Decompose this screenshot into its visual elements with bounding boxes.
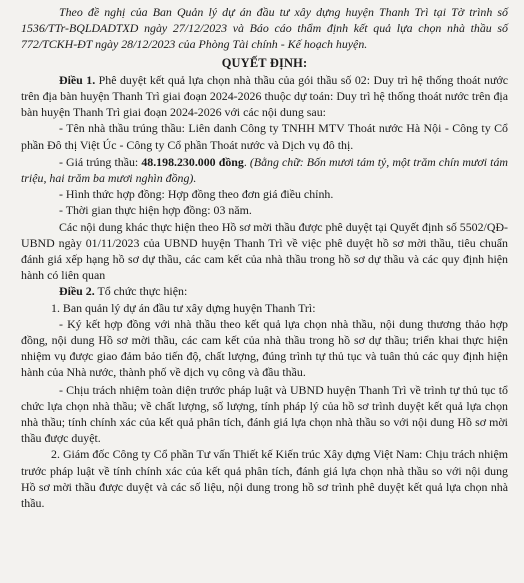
price-value: 48.198.230.000 đồng <box>141 154 244 169</box>
price-line <box>21 154 508 186</box>
intro-paragraph: Theo đề nghị của Ban Quản lý dự án đầu tư xây dựng huyện Thanh Trì tại Tờ trình số 1536/TTr-BQLDADTXD ngày 27/12/2023 và Báo cáo thẩm định kết quả lựa chọn nhà thầu số 772/TCKH-ĐT ngày 28/12/2023 của Phòng Tài chính - Kế hoạch huyện. <box>21 5 508 52</box>
contract-type-line: - Hình thức hợp đồng: Hợp đồng theo đơn giá điều chỉnh. <box>59 187 334 202</box>
article-1-paragraph <box>21 72 508 121</box>
other-content-paragraph: Các nội dung khác thực hiện theo Hồ sơ mời thầu được phê duyệt tại Quyết định số 5502/QĐ-UBND ngày 01/11/2023 của UBND huyện Thanh Trì về việc phê duyệt hồ sơ mời thầu, tiêu chuẩn đánh giá xếp hạng hồ sơ dự thầu, các cam kết của nhà thầu trong hồ sơ dự thầu và các quy định hiện hành có liên quan <box>21 219 508 283</box>
price-prefix: - Giá trúng thầu: <box>59 154 142 169</box>
item-1-title: 1. Ban quản lý dự án đầu tư xây dựng huyện Thanh Trì: <box>51 300 316 315</box>
article-2-text: Tổ chức thực hiện: <box>94 284 188 299</box>
article-2-label: Điều 2. <box>59 284 95 299</box>
price-dot: . <box>243 154 250 169</box>
duration-line: - Thời gian thực hiện hợp đồng: 03 năm. <box>59 203 252 218</box>
decision-title: QUYẾT ĐỊNH: <box>221 55 308 70</box>
article-1-label: Điều 1. <box>59 72 96 87</box>
article-1-text: Phê duyệt kết quả lựa chọn nhà thầu của gói thầu số 02: Duy trì hệ thống thoát nước trên địa bàn huyện Thanh Trì giai đoạn 2024-2026 thuộc dự toán: Duy trì hệ thống thoát nước trên địa bàn huyện Thanh Trì giai đoạn 2024-2026 với các nội dung sau: <box>21 72 508 120</box>
item-2-paragraph: 2. Giám đốc Công ty Cổ phần Tư vấn Thiết kế Kiến trúc Xây dựng Việt Nam: Chịu trách nhiệm trước pháp luật về tính chính xác của kết quả phân tích, đánh giá lựa chọn nhà thầu so với nội dung Hồ sơ mời thầu được duyệt và các số liệu, nội dung trong hồ sơ trình phê duyệt kết quả lựa chọn nhà thầu. <box>21 447 508 511</box>
price-in-words: (Bằng chữ: Bốn mươi tám tỷ, một trăm chín mươi tám triệu, hai trăm ba mươi nghìn đồng). <box>21 154 508 186</box>
item-1-a-paragraph: - Ký kết hợp đồng với nhà thầu theo kết quả lựa chọn nhà thầu, nội dung thương thảo hợp đồng, nội dung Hồ sơ mời thầu, các cam kết của nhà thầu trong hồ sơ dự thầu; triển khai thực hiện nhiệm vụ được giao đảm bảo tiến độ, chất lượng, đúng trình tự thủ tục và tuân thủ các quy định hiện hành của Nhà nước, thành phố về dịch vụ công và đầu thầu. <box>21 316 508 380</box>
contractor-line: - Tên nhà thầu trúng thầu: Liên danh Công ty TNHH MTV Thoát nước Hà Nội - Công ty Cổ phần Đô thị Việt Úc - Công ty Cổ phần Thoát nước và Dịch vụ đô thị. <box>21 121 508 152</box>
article-2-paragraph <box>21 283 508 299</box>
item-1-b-paragraph: - Chịu trách nhiệm toàn diện trước pháp luật và UBND huyện Thanh Trì về trình tự thủ tục tổ chức lựa chọn nhà thầu; về chất lượng, số lượng, tính pháp lý của hồ sơ trình duyệt kết quả lựa chọn nhà thầu; tính chính xác của kết quả phân tích, đánh giá lựa chọn nhà thầu so với nội dung Hồ sơ mời thầu được duyệt. <box>21 382 508 446</box>
